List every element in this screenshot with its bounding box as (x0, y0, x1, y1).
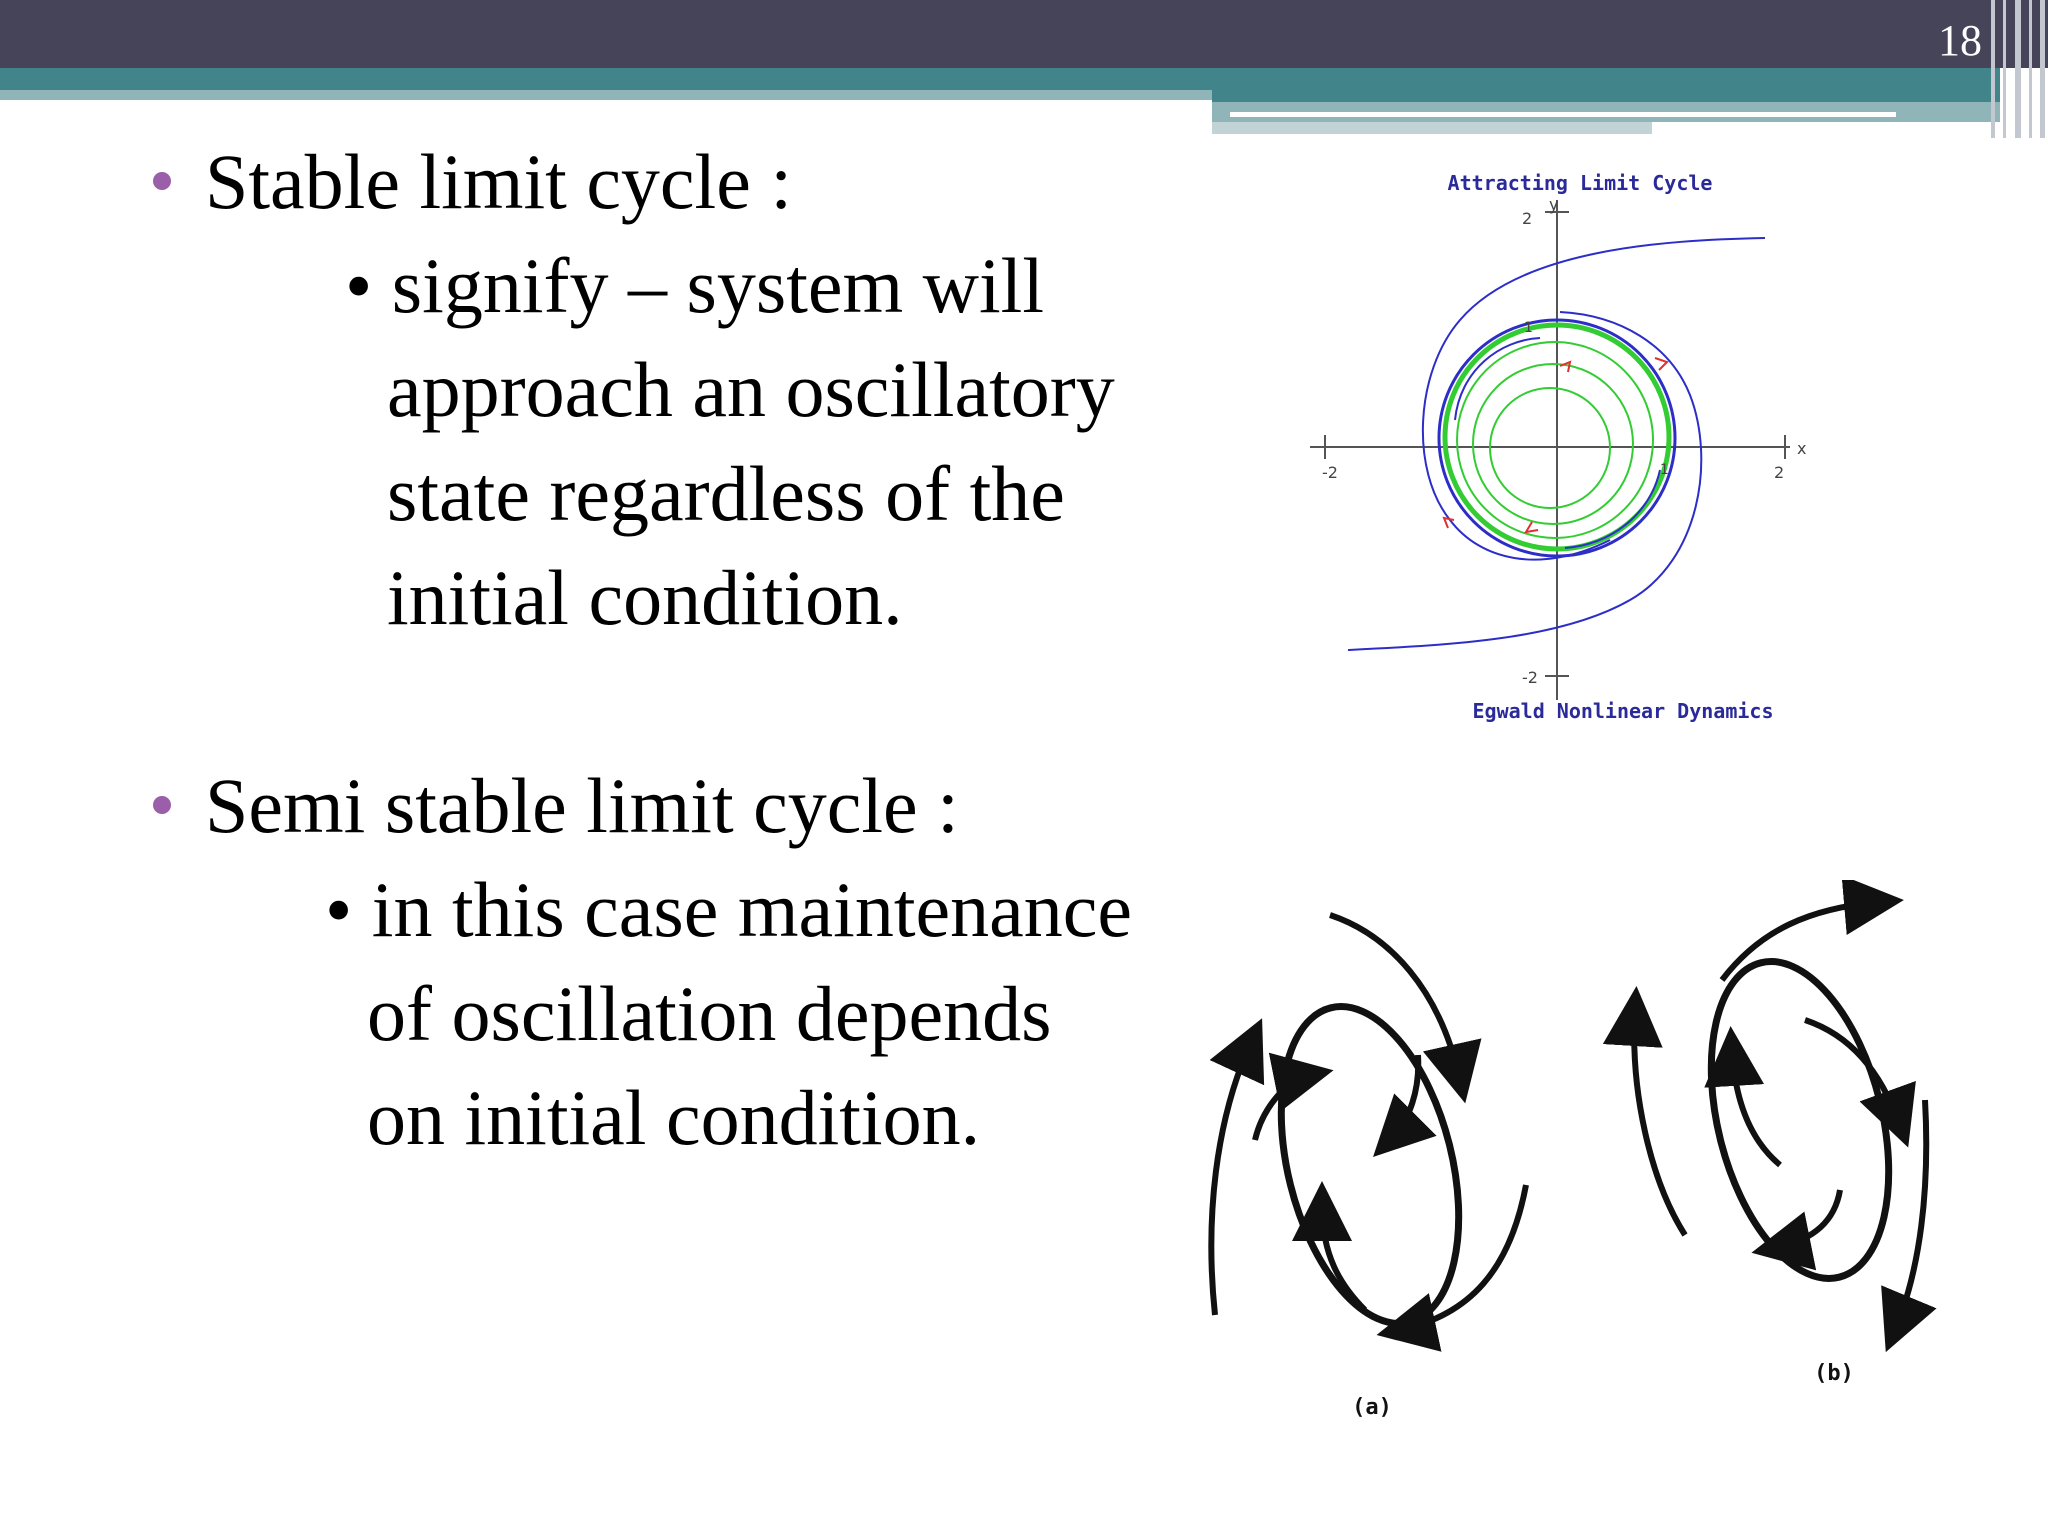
header-accent-light (0, 90, 1212, 100)
outer-trajectory-b (1895, 1100, 1926, 1330)
sub-bullet-line: initial condition. (387, 554, 903, 641)
semi-stable-diagram (1190, 880, 1950, 1440)
tick-label: 1 (1660, 462, 1669, 478)
tick-label: 2 (1774, 463, 1785, 482)
inner-trajectory-a (1390, 1055, 1418, 1140)
header-bar (0, 0, 2048, 68)
outer-trajectory-a (1400, 1185, 1526, 1330)
limit-cycle-plot (1280, 150, 1820, 740)
bullet-title: Stable limit cycle : (205, 138, 793, 225)
direction-arrow (1655, 358, 1667, 370)
limit-cycle-a (1251, 988, 1489, 1342)
tick-label: -2 (1322, 463, 1338, 482)
tick-label: 1 (1524, 320, 1533, 336)
tick-label: 2 (1522, 209, 1533, 228)
outer-trajectory-b (1634, 1010, 1685, 1235)
header-right-bar (1212, 90, 2000, 102)
sub-bullet-line: on initial condition. (367, 1074, 981, 1161)
bullet-title: Semi stable limit cycle : (205, 762, 959, 849)
figure-label-b: (b) (1814, 1361, 1854, 1386)
plot-footer: Egwald Nonlinear Dynamics (1472, 699, 1774, 723)
axis-name: y (1549, 195, 1559, 214)
sub-bullet-line: state regardless of the (387, 450, 1065, 537)
page-number: 18 (1938, 16, 1982, 65)
limit-cycle-b (1681, 943, 1919, 1297)
outer-trajectory-a (1330, 915, 1460, 1080)
header-right-pale (1212, 122, 1652, 134)
bullet-marker (153, 796, 171, 814)
bullet-marker (153, 172, 171, 190)
header-accent-bar (0, 68, 2000, 90)
outer-trajectory-a (1211, 1040, 1252, 1315)
figure-label-a: (a) (1352, 1395, 1392, 1420)
sub-bullet-line: • in this case maintenance (325, 866, 1133, 953)
direction-arrow (1526, 522, 1538, 532)
inner-trajectory-b (1732, 1050, 1780, 1165)
header-stripes (1985, 0, 2048, 138)
plot-title: Attracting Limit Cycle (1447, 171, 1713, 195)
header-right-line (1230, 112, 1896, 117)
sub-bullet-line: • signify – system will (345, 242, 1044, 329)
tick-label: -2 (1522, 668, 1538, 687)
inner-trajectory-b (1775, 1190, 1840, 1248)
sub-bullet-line: approach an oscillatory (387, 346, 1115, 433)
axis-name: x (1797, 439, 1807, 458)
sub-bullet-line: of oscillation depends (367, 970, 1052, 1057)
